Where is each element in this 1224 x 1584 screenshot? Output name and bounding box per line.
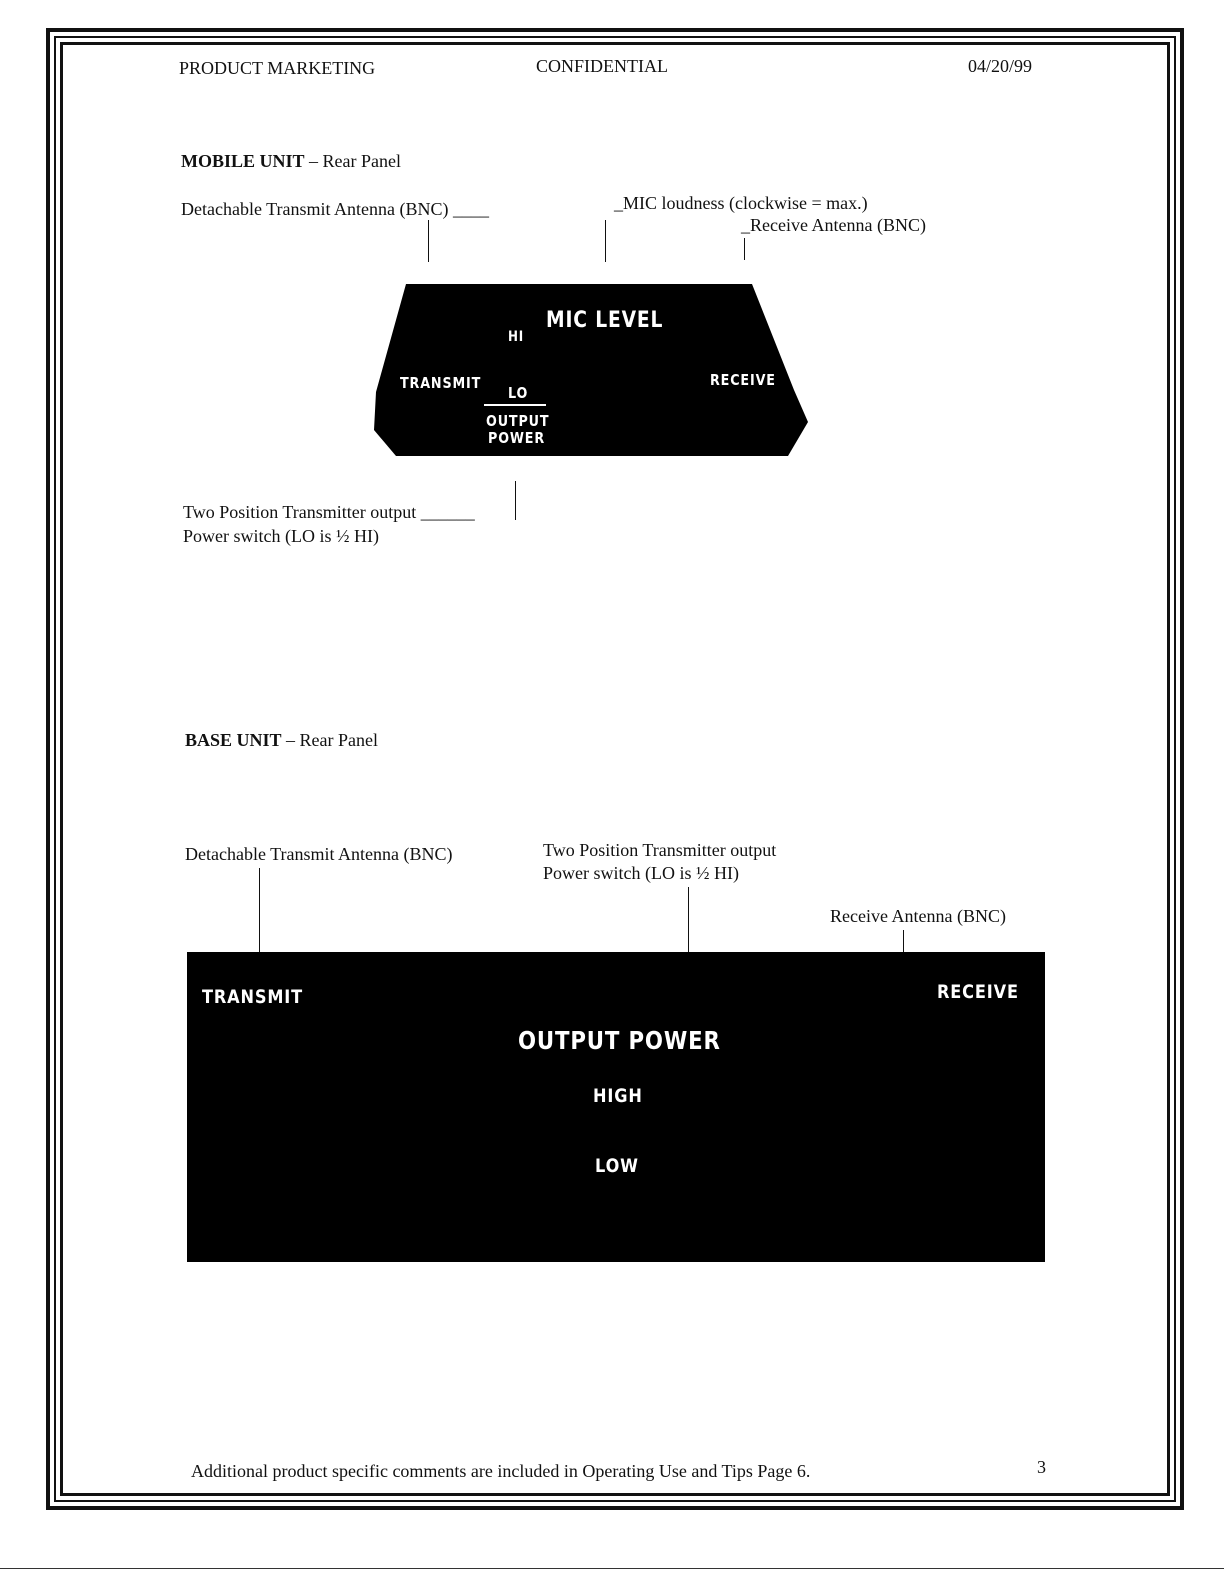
base-label-output-power: OUTPUT POWER <box>518 1026 721 1055</box>
header-date: 04/20/99 <box>968 56 1033 76</box>
mobile-rear-panel <box>370 280 816 460</box>
mobile-label-transmit: TRANSMIT <box>400 374 482 392</box>
base-label-high: HIGH <box>593 1085 643 1107</box>
mobile-leader-transmit <box>428 220 429 262</box>
mobile-callout-receive: _Receive Antenna (BNC) <box>741 215 926 235</box>
mobile-title-rest: – Rear Panel <box>304 151 401 171</box>
header-left: PRODUCT MARKETING <box>179 58 376 78</box>
base-callout-receive: Receive Antenna (BNC) <box>830 906 1006 926</box>
base-leader-receive <box>903 930 904 952</box>
mobile-label-lo: LO <box>508 384 529 402</box>
mobile-callout-mic: _MIC loudness (clockwise = max.) <box>614 193 868 213</box>
base-label-receive: RECEIVE <box>937 981 1019 1003</box>
mobile-callout-transmit: Detachable Transmit Antenna (BNC) ____ <box>181 199 489 219</box>
base-leader-transmit <box>259 868 260 954</box>
scan-edge-line <box>0 1568 1224 1569</box>
base-title-bold: BASE UNIT <box>185 730 282 750</box>
base-callout-switch-line1: Two Position Transmitter output <box>543 840 777 860</box>
mobile-title-bold: MOBILE UNIT <box>181 151 305 171</box>
base-section-title <box>185 730 378 751</box>
base-callout-transmit: Detachable Transmit Antenna (BNC) <box>185 844 453 864</box>
base-label-low: LOW <box>595 1155 639 1177</box>
mobile-leader-switch <box>515 481 516 520</box>
mobile-label-hi: HI <box>508 329 525 345</box>
mobile-callout-switch-line2: Power switch (LO is ½ HI) <box>183 526 379 546</box>
base-title-rest: – Rear Panel <box>281 730 378 750</box>
mobile-label-receive: RECEIVE <box>710 371 776 389</box>
mobile-leader-mic <box>605 220 606 262</box>
base-callout-switch-line2: Power switch (LO is ½ HI) <box>543 863 739 883</box>
mobile-leader-receive <box>744 238 745 260</box>
mobile-label-output: OUTPUT <box>486 412 550 430</box>
mobile-callout-switch-line1: Two Position Transmitter output ______ <box>183 502 475 522</box>
mobile-label-mic-level: MIC LEVEL <box>546 308 664 333</box>
mobile-label-power: POWER <box>488 429 546 447</box>
base-leader-switch <box>688 887 689 953</box>
base-label-transmit: TRANSMIT <box>202 986 304 1008</box>
page-number: 3 <box>1037 1457 1046 1477</box>
footer-note: Additional product specific comments are included in Operating Use and Tips Page 6. <box>191 1461 811 1481</box>
base-rear-panel <box>187 952 1045 1262</box>
page-border-inner <box>60 42 1170 1496</box>
mobile-section-title <box>181 151 401 172</box>
header-center: CONFIDENTIAL <box>536 56 668 76</box>
